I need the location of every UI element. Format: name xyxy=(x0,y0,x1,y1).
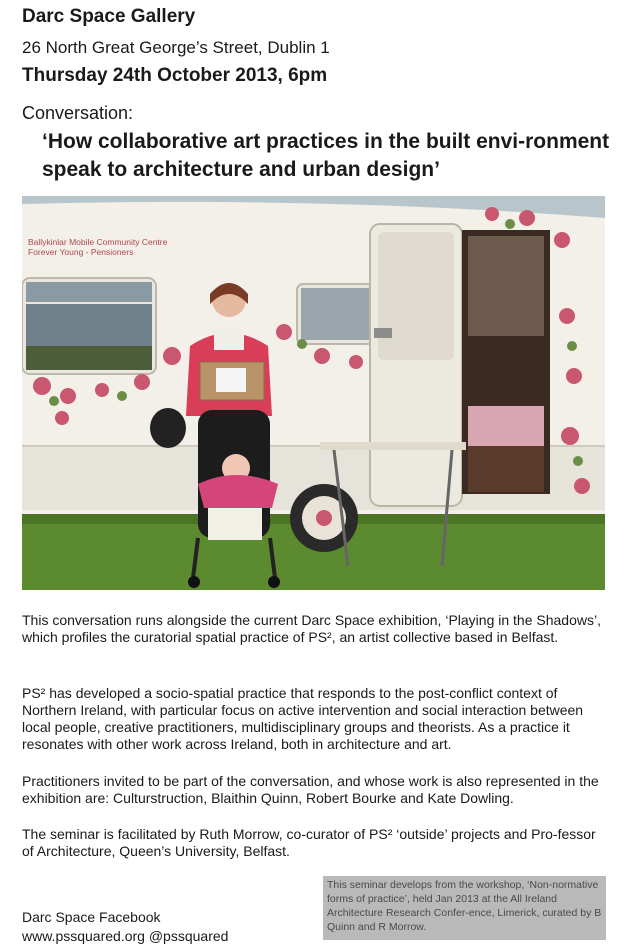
body-paragraph-2: PS² has developed a socio-spatial practice that responds to the post-conflict context of Northern Ireland, with particular focus on active intervention and social interaction between local people, creative practitioners, multidisciplinary groups and theorists. As a practice it resonates with other work across Ireland, both in architecture and art. xyxy=(22,685,584,752)
web-links[interactable]: www.pssquared.org @pssquared xyxy=(22,928,229,944)
conversation-title: ‘How collaborative art practices in the built envi-ronment speak to architecture and urban design’ xyxy=(42,130,610,181)
body-paragraph-3: Practitioners invited to be part of the conversation, and whose work is also represented in the exhibition are: Culturstruction, Blaithin Quinn, Robert Bourke and Kate Dowling. xyxy=(22,773,599,806)
venue-address: 26 North Great George’s Street, Dublin 1 xyxy=(22,38,330,57)
venue-name: Darc Space Gallery xyxy=(22,6,196,27)
body-paragraph-1: This conversation runs alongside the current Darc Space exhibition, ‘Playing in the Shadows’, which profiles the curatorial spatial practice of PS², an artist collective based in Belfast. xyxy=(22,612,601,645)
facebook-link[interactable]: Darc Space Facebook xyxy=(22,909,161,925)
body-paragraph-4: The seminar is facilitated by Ruth Morrow, co-curator of PS² ‘outside’ projects and Pro-fessor of Architecture, Queen’s University, Belfast. xyxy=(22,826,596,859)
workshop-note: This seminar develops from the workshop, ‘Non-normative forms of practice’, held Jan 2013 at the All Ireland Architecture Research Confer-ence, Limerick, curated by B Quinn and R Morrow. xyxy=(323,876,606,940)
event-datetime: Thursday 24th October 2013, 6pm xyxy=(22,65,328,86)
caravan-sign-line1: Ballykinlar Mobile Community Centre xyxy=(28,237,168,247)
caravan-photo xyxy=(22,196,605,590)
conversation-label: Conversation: xyxy=(22,103,134,123)
caravan-sign-line2: Forever Young - Pensioners xyxy=(28,247,134,257)
